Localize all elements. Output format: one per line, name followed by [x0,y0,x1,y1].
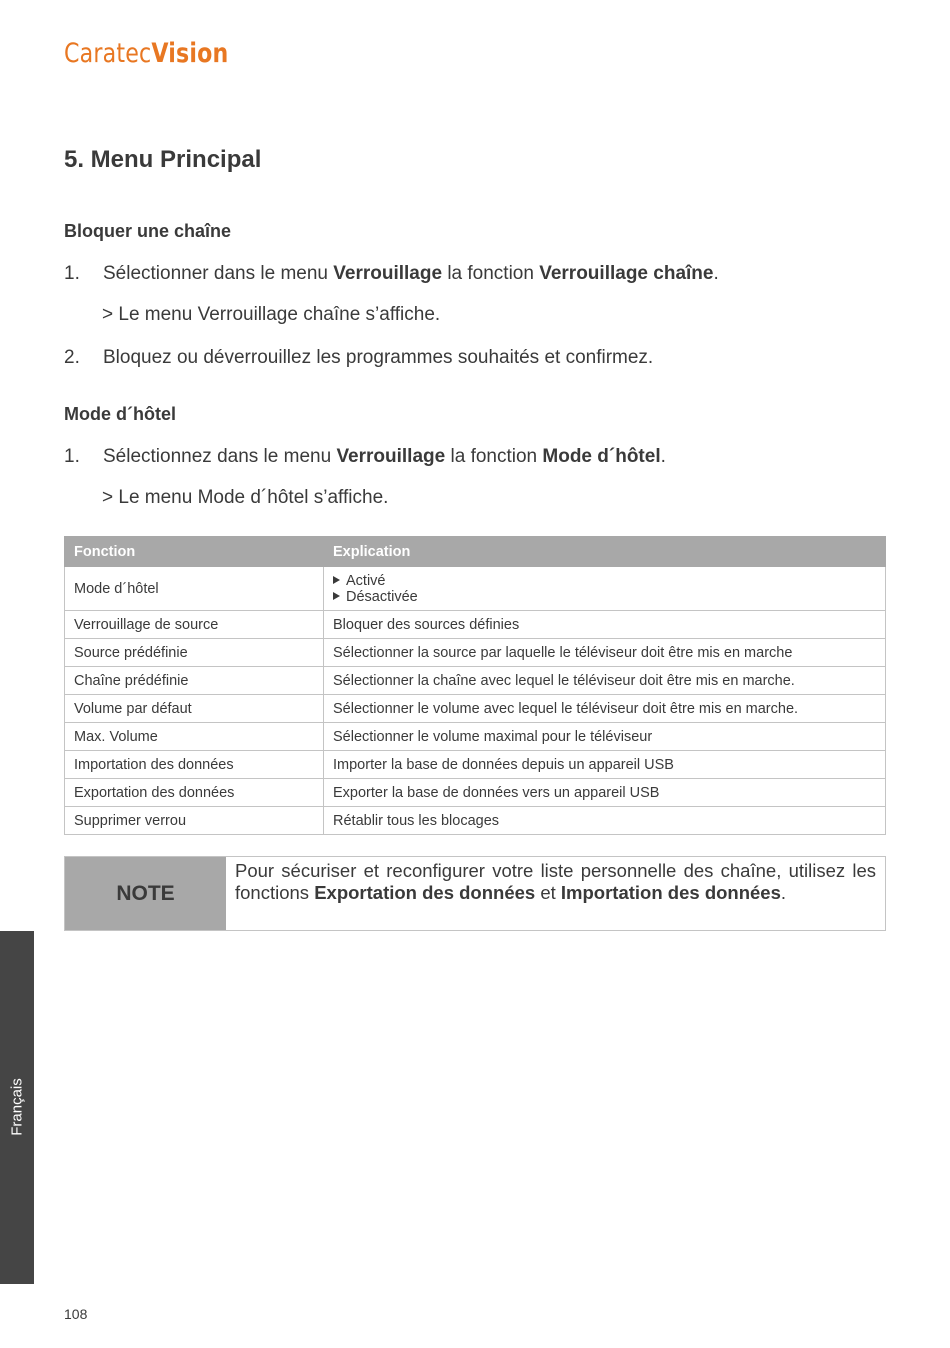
cell-function: Supprimer verrou [65,807,324,835]
step-bold: Verrouillage [336,446,446,467]
language-side-label: Français [8,1078,26,1136]
cell-function: Mode d´hôtel [65,567,324,611]
cell-explanation: Importer la base de données depuis un appareil USB [324,751,886,779]
step-text: . [660,446,666,467]
brand-logo-part2: Vision [151,38,229,69]
note-label: NOTE [65,857,226,930]
triangle-bullet-icon [333,576,340,584]
table-row [65,639,886,667]
table-row [65,723,886,751]
option-label: Désactivée [346,588,418,605]
note-bold: Exportation des données [314,882,536,903]
column-header-explanation: Explication [324,537,886,567]
cell-explanation: Exporter la base de données vers un appareil USB [324,779,886,807]
table-row [65,807,886,835]
step-bold: Mode d´hôtel [542,446,661,467]
table-row [65,779,886,807]
table-row [65,611,886,639]
step-item [64,263,719,285]
column-header-function: Fonction [65,537,324,567]
cell-function: Source prédéfinie [65,639,324,667]
note-text-part: Pour sécuriser et reconfigurer votre liste personnelle des chaîne, utilisez les fonctions [235,860,876,903]
option-item [333,589,876,605]
step-item [64,446,666,468]
table-header-row [65,537,886,567]
step-text: Sélectionner dans le menu [103,263,334,284]
step-number: 1. [64,446,80,467]
cell-explanation: Sélectionner le volume maximal pour le téléviseur [324,723,886,751]
cell-function: Importation des données [65,751,324,779]
step-result: > Le menu Mode d´hôtel s’affiche. [102,487,389,508]
note-text [226,857,885,930]
triangle-bullet-icon [333,592,340,600]
option-item [333,573,876,589]
brand-logo-part1: Caratec [64,38,152,69]
cell-options [324,567,886,611]
step-text: la fonction [445,446,543,467]
note-text-part: . [780,882,787,903]
page-number: 108 [64,1306,88,1322]
step-item [64,347,653,369]
brand-logo [64,38,228,69]
cell-function: Verrouillage de source [65,611,324,639]
cell-function: Max. Volume [65,723,324,751]
section-heading-hotel: Mode d´hôtel [64,404,176,424]
step-text: Bloquez ou déverrouillez les programmes souhaités et confirmez. [103,347,654,368]
cell-explanation: Sélectionner la chaîne avec lequel le téléviseur doit être mis en marche. [324,667,886,695]
cell-function: Chaîne prédéfinie [65,667,324,695]
step-bold: Verrouillage [333,263,443,284]
step-result: > Le menu Verrouillage chaîne s’affiche. [102,304,441,325]
step-text: Sélectionnez dans le menu [103,446,337,467]
section-heading-bloquer: Bloquer une chaîne [64,221,232,241]
cell-function: Volume par défaut [65,695,324,723]
step-number: 1. [64,263,80,284]
table-row [65,695,886,723]
cell-function: Exportation des données [65,779,324,807]
step-bold: Verrouillage chaîne [539,263,714,284]
step-text: la fonction [442,263,540,284]
page-title: 5. Menu Principal [64,146,262,173]
table-row [65,567,886,611]
note-text-part: et [535,882,561,903]
note-bold: Importation des données [560,882,781,903]
function-table [64,536,886,835]
cell-explanation: Sélectionner le volume avec lequel le téléviseur doit être mis en marche. [324,695,886,723]
note-box [64,856,886,931]
table-row [65,751,886,779]
cell-explanation: Sélectionner la source par laquelle le téléviseur doit être mis en marche [324,639,886,667]
table-row [65,667,886,695]
option-label: Activé [346,572,386,589]
step-text: . [713,263,719,284]
cell-explanation: Rétablir tous les blocages [324,807,886,835]
cell-explanation: Bloquer des sources définies [324,611,886,639]
step-number: 2. [64,347,80,368]
